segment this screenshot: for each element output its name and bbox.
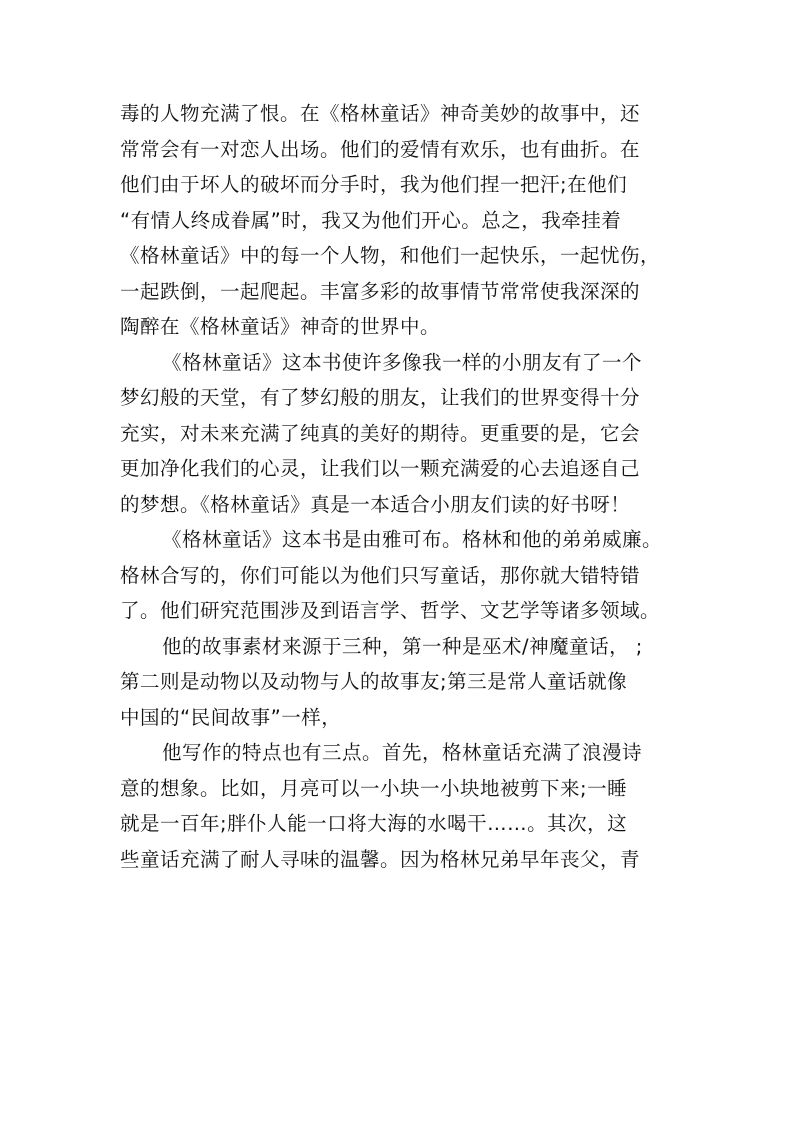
text-line: 些童话充满了耐人寻味的温馨。因为格林兄弟早年丧父，青 xyxy=(120,847,641,871)
text-line: 陶醉在《格林童话》神奇的世界中。 xyxy=(120,315,441,338)
text-line: 意的想象。比如，月亮可以一小块一小块地被剪下来;一睡 xyxy=(120,776,628,800)
paragraph-first-line: 《格林童话》这本书是由雅可布。格林和他的弟弟威廉。 xyxy=(162,528,663,551)
text-line: 他们由于坏人的破坏而分手时，我为他们捏一把汗;在他们 xyxy=(120,173,628,196)
text-line: 常常会有一对恋人出场。他们的爱情有欢乐，也有曲折。在 xyxy=(120,137,641,161)
text-line: 第二则是动物以及动物与人的故事友;第三是常人童话就像 xyxy=(120,670,628,693)
body-text xyxy=(120,96,680,877)
paragraph-first-line: 《格林童话》这本书使许多像我一样的小朋友有了一个 xyxy=(162,350,643,374)
text-line: 梦幻般的天堂，有了梦幻般的朋友，让我们的世界变得十分 xyxy=(120,386,641,409)
text-line: 了。他们研究范围涉及到语言学、哲学、文艺学等诸多领域。 xyxy=(120,599,661,622)
text-line: 格林合写的，你们可能以为他们只写童话，那你就大错特错 xyxy=(120,563,641,587)
paragraph-first-line: 他写作的特点也有三点。首先，格林童话充满了浪漫诗 xyxy=(162,741,643,764)
text-line: 一起跌倒，一起爬起。丰富多彩的故事情节常常使我深深的 xyxy=(120,279,641,303)
text-line: 充实，对未来充满了纯真的美好的期待。更重要的是，它会 xyxy=(120,421,641,445)
text-line: 中国的“民间故事”一样， xyxy=(120,705,342,729)
text-line: 更加净化我们的心灵，让我们以一颗充满爱的心去追逐自己 xyxy=(120,457,641,480)
text-line: 《格林童话》中的每一个人物，和他们一起快乐，一起忧伤， xyxy=(120,244,661,267)
text-line: 的梦想。《格林童话》真是一本适合小朋友们读的好书呀！ xyxy=(120,492,631,516)
paragraph-first-line: 他的故事素材来源于三种，第一种是巫术/神魔童话， ; xyxy=(162,634,643,658)
text-line: “有情人终成眷属”时，我又为他们开心。总之，我牵挂着 xyxy=(120,208,622,232)
text-line: 毒的人物充满了恨。在《格林童话》神奇美妙的故事中，还 xyxy=(120,102,641,125)
text-line: 就是一百年;胖仆人能一口将大海的水喝干……。其次，这 xyxy=(120,812,628,835)
